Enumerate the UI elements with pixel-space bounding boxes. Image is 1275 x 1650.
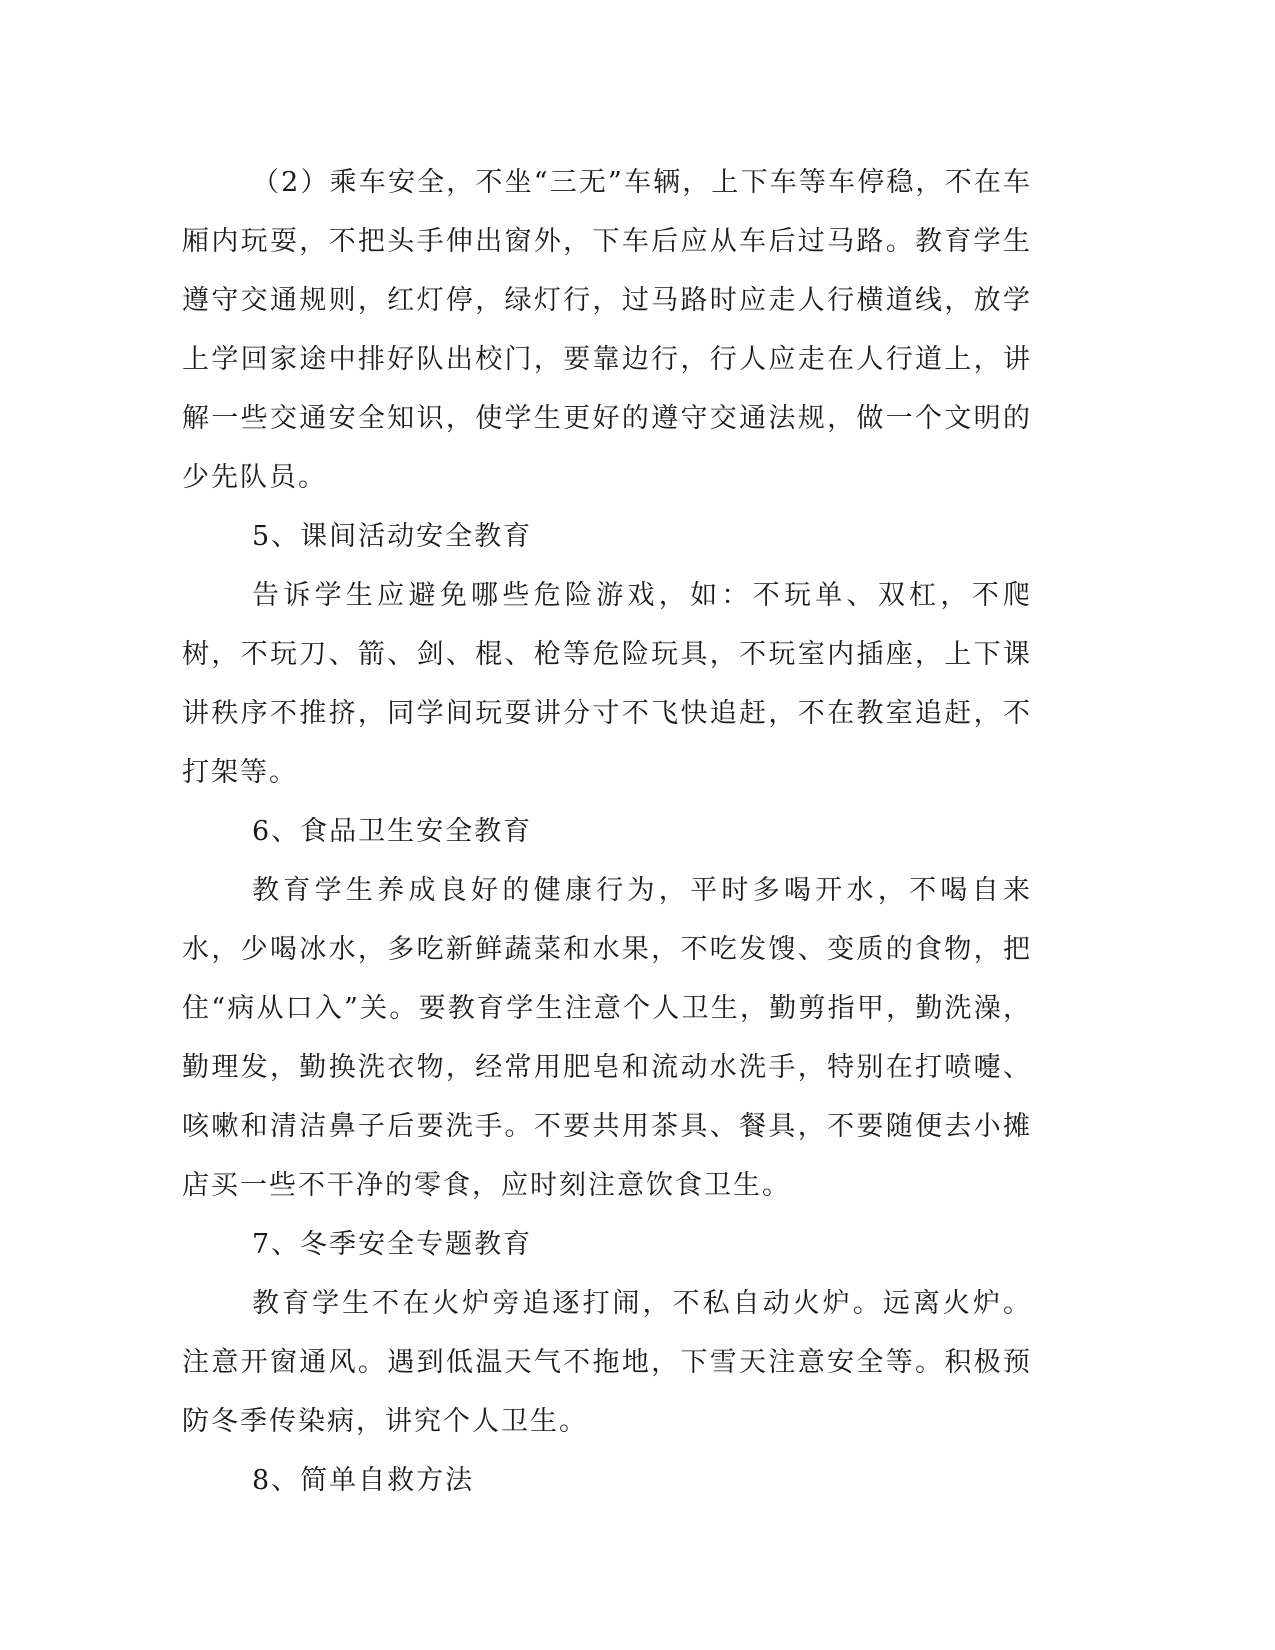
paragraph-recess-safety: 告诉学生应避免哪些危险游戏，如：不玩单、双杠，不爬树，不玩刀、箭、剑、棍、枪等危险玩具，不玩室内插座，上下课讲秩序不推挤，同学间玩耍讲分寸不飞快追赶，不在教室追赶，不打架等。 — [182, 580, 1032, 788]
document-body — [182, 153, 1032, 1510]
heading-food-safety: 6、食品卫生安全教育 — [252, 816, 533, 847]
heading-recess-safety: 5、课间活动安全教育 — [252, 521, 533, 552]
paragraph-winter-safety: 教育学生不在火炉旁追逐打闹，不私自动火炉。远离火炉。注意开窗通风。遇到低温天气不拖地，下雪天注意安全等。积极预防冬季传染病，讲究个人卫生。 — [182, 1288, 1032, 1437]
paragraph-food-safety: 教育学生养成良好的健康行为，平时多喝开水，不喝自来水，少喝冰水，多吃新鲜蔬菜和水果，不吃发馊、变质的食物，把住“病从口入”关。要教育学生注意个人卫生，勤剪指甲，勤洗澡，勤理发，勤换洗衣物，经常用肥皂和流动水洗手，特别在打喷嚏、咳嗽和清洁鼻子后要洗手。不要共用茶具、餐具，不要随便去小摊店买一些不干净的零食，应时刻注意饮食卫生。 — [182, 875, 1032, 1201]
heading-self-rescue: 8、简单自救方法 — [252, 1465, 475, 1496]
paragraph-vehicle-safety: （2）乘车安全，不坐“三无”车辆，上下车等车停稳，不在车厢内玩耍，不把头手伸出窗外，下车后应从车后过马路。教育学生遵守交通规则，红灯停，绿灯行，过马路时应走人行横道线，放学上学回家途中排好队出校门，要靠边行，行人应走在人行道上，讲解一些交通安全知识，使学生更好的遵守交通法规，做一个文明的少先队员。 — [182, 167, 1032, 493]
heading-winter-safety: 7、冬季安全专题教育 — [252, 1229, 533, 1260]
